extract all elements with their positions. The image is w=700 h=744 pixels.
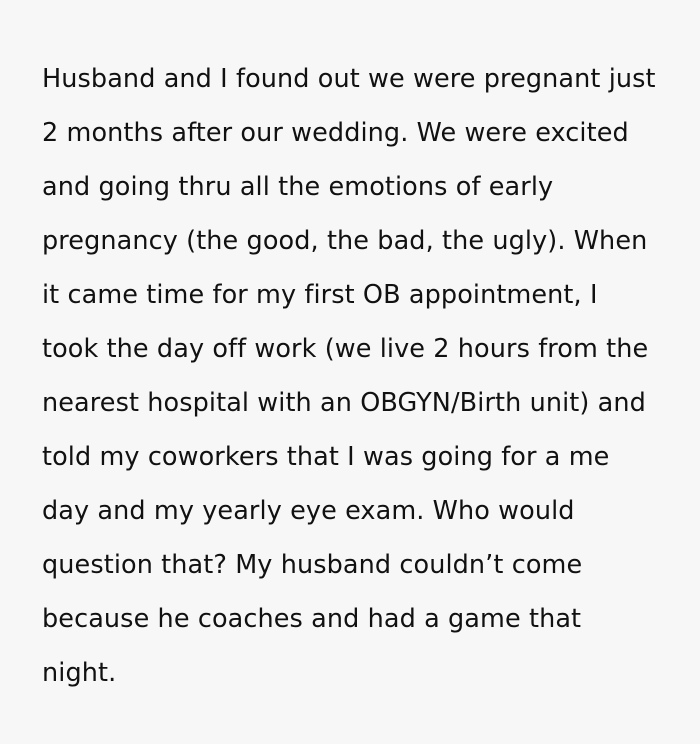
story-body-text: Husband and I found out we were pregnant just 2 months after our wedding. We were excited and going thru all the emotions of early pregnancy (the good, the bad, the ugly). When it came time for my first OB appointment, I took the day off work (we live 2 hours from the nearest hospital with an OBGYN/Birth unit) and told my coworkers that I was going for a me day and my yearly eye exam. Who would question that? My husband couldn’t come because he coaches and had a game that night.: [42, 63, 664, 688]
